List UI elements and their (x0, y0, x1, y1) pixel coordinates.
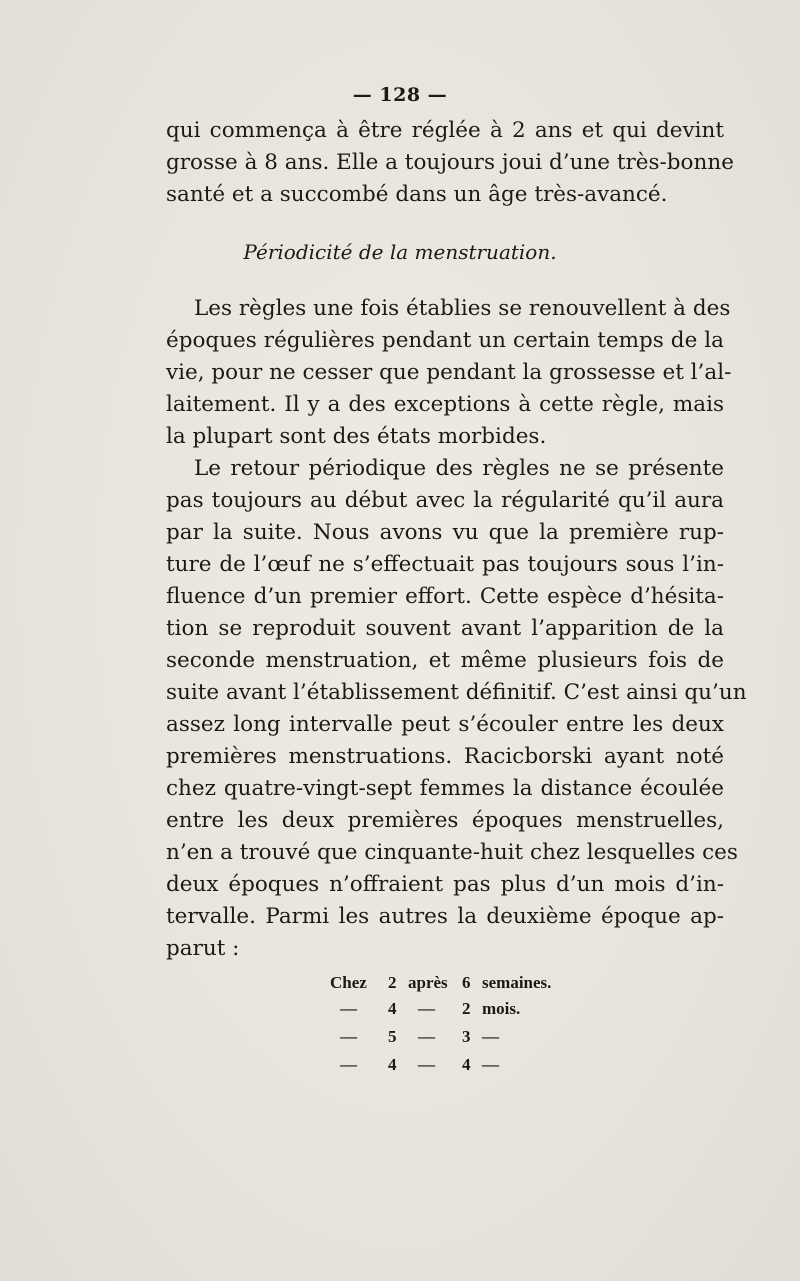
text-line: la plupart sont des états morbides. (166, 424, 547, 449)
text-line: grosse à 8 ans. Elle a toujours joui d’une très-bonne (166, 150, 734, 175)
table-cell: — (340, 1055, 357, 1074)
table-cell: — (340, 999, 357, 1018)
text-line: tervalle. Parmi les autres la deuxième époque ap- (166, 904, 724, 929)
text-line: assez long intervalle peut s’écouler entre les deux (166, 712, 724, 737)
text-line: deux époques n’offraient pas plus d’un mois d’in- (166, 872, 724, 897)
text-line: tion se reproduit souvent avant l’apparition de la (166, 616, 724, 641)
text-line: fluence d’un premier effort. Cette espèce d’hésita- (166, 584, 724, 609)
table-cell: 3 (462, 1027, 471, 1046)
table-cell: 5 (388, 1027, 397, 1046)
table-cell: 4 (462, 1055, 471, 1074)
text-line: par la suite. Nous avons vu que la première rup- (166, 520, 724, 545)
text-line: ture de l’œuf ne s’effectuait pas toujours sous l’in- (166, 552, 724, 577)
text-line: Le retour périodique des règles ne se présente (194, 456, 724, 481)
table-cell: semaines. (482, 973, 552, 992)
text-line: Les règles une fois établies se renouvellent à des (194, 296, 731, 321)
table-cell: — (418, 999, 435, 1018)
text-line: entre les deux premières époques menstruelles, (166, 808, 724, 833)
text-line: premières menstruations. Racicborski ayant noté (166, 744, 724, 769)
table-cell: — (340, 1027, 357, 1046)
table-cell: — (482, 1027, 499, 1046)
table-cell: 2 (388, 973, 397, 992)
table-cell: mois. (482, 999, 521, 1018)
text-line: chez quatre-vingt-sept femmes la distance écoulée (166, 776, 724, 801)
table-cell: — (418, 1055, 435, 1074)
table-cell: Chez (330, 973, 367, 992)
text-line: n’en a trouvé que cinquante-huit chez lesquelles ces (166, 840, 738, 865)
table-cell: — (482, 1055, 499, 1074)
text-line: parut : (166, 936, 240, 961)
text-line: époques régulières pendant un certain temps de la (166, 328, 724, 353)
page-number: — 128 — (352, 84, 448, 106)
text-line: pas toujours au début avec la régularité qu’il aura (166, 488, 724, 513)
table-cell: après (408, 973, 448, 992)
text-line: qui commença à être réglée à 2 ans et qui devint (166, 118, 724, 143)
section-title: Périodicité de la menstruation. (243, 240, 557, 264)
text-line: seconde menstruation, et même plusieurs fois de (166, 648, 724, 673)
table-cell: 4 (388, 999, 397, 1018)
text-line: suite avant l’établissement définitif. C’est ainsi qu’un (166, 680, 747, 705)
text-line: santé et a succombé dans un âge très-avancé. (166, 182, 668, 207)
table-cell: 6 (462, 973, 471, 992)
table-cell: 4 (388, 1055, 397, 1074)
text-line: laitement. Il y a des exceptions à cette règle, mais (166, 392, 724, 417)
table-cell: — (418, 1027, 435, 1046)
table-cell: 2 (462, 999, 471, 1018)
text-line: vie, pour ne cesser que pendant la grossesse et l’al- (166, 360, 732, 385)
